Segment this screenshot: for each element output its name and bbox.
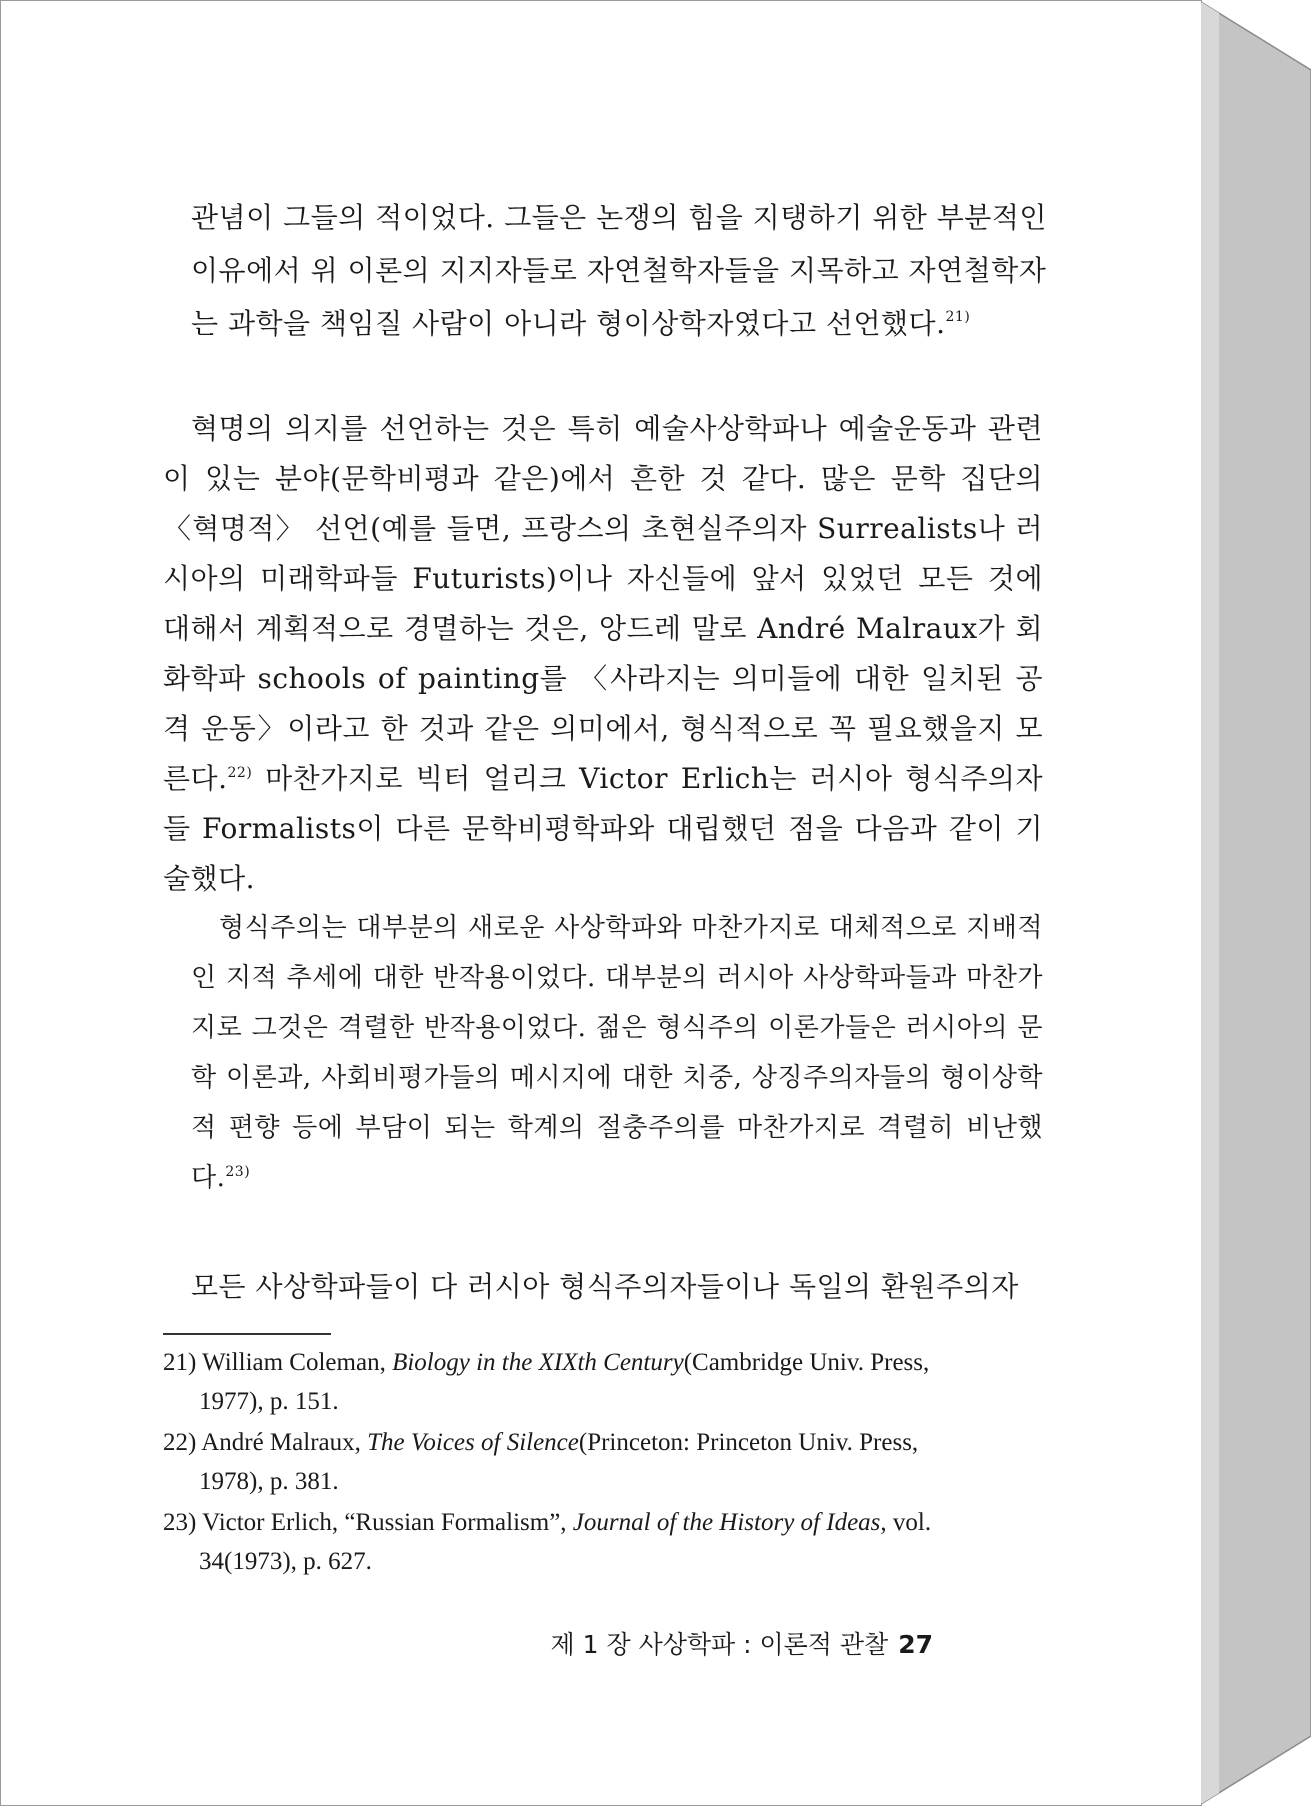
footnote-21: [163, 1343, 1043, 1421]
running-footer: [551, 1625, 933, 1661]
footnote-number: 23): [163, 1509, 197, 1536]
footnote-citation-end: 1977), p. 151.: [199, 1388, 339, 1415]
footnote-title: The Voices of Silence: [367, 1429, 579, 1456]
footnote-author: William Coleman,: [202, 1349, 393, 1376]
paragraph-2-text-a: 혁명의 의지를 선언하는 것은 특히 예술사상학파나 예술운동과 관련이 있는 분야(문학비평과 같은)에서 흔한 것 같다. 많은 문학 집단의 〈혁명적〉 선언(예를 들면, 프랑스의 초현실주의자 Surrealists나 러시아의 미래학파들 Futurists)이나 자신들에 앞서 있었던 모든 것에 대해서 계획적으로 경멸하는 것은, 앙드레 말로 André Malraux가 회화학파 schools of painting를 〈사라지는 의미들에 대한 일치된 공격 운동〉이라고 한 것과 같은 의미에서, 형식적으로 꼭 필요했을지 모른다.: [163, 412, 1043, 795]
footnote-number: 21): [163, 1349, 197, 1376]
footnote-22: [163, 1423, 1043, 1501]
footnote-title: Journal of the History of Ideas: [572, 1509, 881, 1536]
footnote-author: Victor Erlich, “Russian Formalism”,: [202, 1509, 573, 1536]
footnote-title: Biology in the XIXth Century: [392, 1349, 684, 1376]
footnotes: [163, 1343, 1043, 1583]
page-number: 27: [898, 1630, 933, 1659]
footnote-ref-23[interactable]: 23): [225, 1164, 251, 1180]
paragraph-1: [163, 191, 1071, 350]
running-title: 제 1 장 사상학파 : 이론적 관찰: [550, 1630, 889, 1659]
book-side-edge: [1201, 0, 1311, 1806]
footnote-ref-22[interactable]: 22): [227, 765, 253, 781]
paragraph-2: [163, 404, 1043, 904]
paragraph-2-text-b: 마찬가지로 빅터 얼리크 Victor Erlich는 러시아 형식주의자들 Formalists이 다른 문학비평학파와 대립했던 점을 다음과 같이 기술했다.: [163, 762, 1043, 895]
footnote-23: [163, 1503, 1043, 1581]
paragraph-3: [163, 1263, 1043, 1311]
footnote-publisher: , vol.: [880, 1509, 932, 1536]
footnote-author: André Malraux,: [201, 1429, 368, 1456]
footnote-citation-end: 34(1973), p. 627.: [199, 1548, 372, 1575]
block-quote: [191, 903, 1043, 1203]
footnote-number: 22): [163, 1429, 197, 1456]
footnote-citation-end: 1978), p. 381.: [199, 1468, 339, 1495]
footnote-ref-21[interactable]: 21): [945, 309, 971, 325]
footnote-divider: [163, 1333, 331, 1335]
footnote-publisher: (Cambridge Univ. Press,: [683, 1349, 930, 1376]
paragraph-1-text: 관념이 그들의 적이었다. 그들은 논쟁의 힘을 지탱하기 위한 부분적인 이유에서 위 이론의 지지자들로 자연철학자들을 지목하고 자연철학자는 과학을 책임질 사람이 아니라 형이상학자였다고 선언했다.: [191, 201, 1047, 340]
footnote-publisher: (Princeton: Princeton Univ. Press,: [578, 1429, 919, 1456]
block-quote-text: 형식주의는 대부분의 새로운 사상학파와 마찬가지로 대체적으로 지배적인 지적 추세에 대한 반작용이었다. 대부분의 러시아 사상학파들과 마찬가지로 그것은 격렬한 반작용이었다. 젊은 형식주의 이론가들은 러시아의 문학 이론과, 사회비평가들의 메시지에 대한 치중, 상징주의자들의 형이상학적 편향 등에 부담이 되는 학계의 절충주의를 마찬가지로 격렬히 비난했다.: [191, 913, 1043, 1193]
paragraph-3-text: 모든 사상학파들이 다 러시아 형식주의자들이나 독일의 환원주의자: [191, 1270, 1019, 1303]
